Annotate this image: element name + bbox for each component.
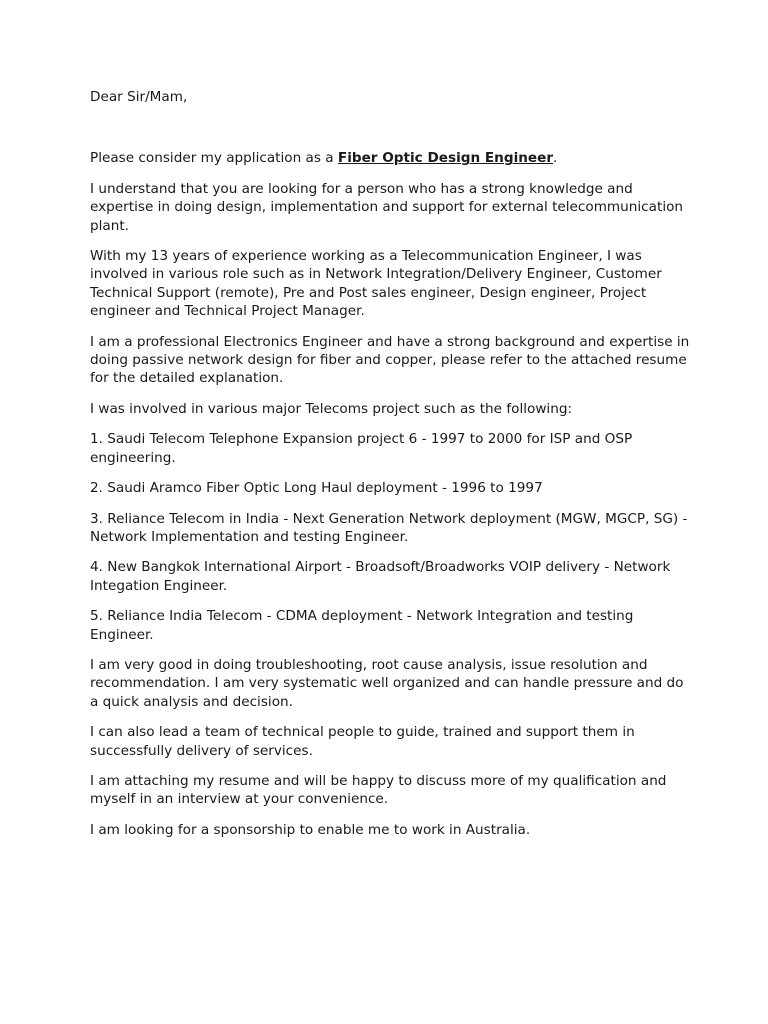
intro-prefix: Please consider my application as a <box>90 150 338 167</box>
salutation: Dear Sir/Mam, <box>90 89 188 105</box>
paragraph-background: I am a professional Electronics Engineer and have a strong background and expertise in doing passive network design for fiber and copper, please refer to the attached resume for the detailed explanation. <box>90 333 690 387</box>
cover-letter <box>90 88 690 851</box>
project-item-2: 2. Saudi Aramco Fiber Optic Long Haul deployment - 1996 to 1997 <box>90 480 543 497</box>
paragraph-skills: I am very good in doing troubleshooting, root cause analysis, issue resolution and recommendation. I am very systematic well organized and can handle pressure and do a quick analysis and decision. <box>90 656 684 710</box>
paragraph-resume: I am attaching my resume and will be happy to discuss more of my qualification and myself in an interview at your convenience. <box>90 772 667 808</box>
paragraph-projects-intro: I was involved in various major Telecoms project such as the following: <box>90 400 573 417</box>
intro-suffix: . <box>553 150 558 167</box>
job-title: Fiber Optic Design Engineer <box>337 150 554 167</box>
paragraph-experience: With my 13 years of experience working as a Telecommunication Engineer, I was involved in various role such as in Network Integration/Delivery Engineer, Customer Technical Support (remote), Pre and Post sales engineer, Design engineer, Project engineer and Technical Project Manager. <box>90 248 662 320</box>
paragraph-sponsorship: I am looking for a sponsorship to enable me to work in Australia. <box>90 821 531 838</box>
intro-paragraph <box>90 149 690 167</box>
project-item-1: 1. Saudi Telecom Telephone Expansion project 6 - 1997 to 2000 for ISP and OSP engineering. <box>90 431 633 466</box>
paragraph-understanding: I understand that you are looking for a person who has a strong knowledge and expertise in doing design, implementation and support for external telecommunication plant. <box>90 180 684 234</box>
paragraph-leadership: I can also lead a team of technical people to guide, trained and support them in successfully delivery of services. <box>90 724 635 759</box>
project-item-5: 5. Reliance India Telecom - CDMA deployment - Network Integration and testing Engineer. <box>90 608 634 643</box>
project-item-4: 4. New Bangkok International Airport - Broadsoft/Broadworks VOIP delivery - Network Integation Engineer. <box>90 559 671 594</box>
project-item-3: 3. Reliance Telecom in India - Next Generation Network deployment (MGW, MGCP, SG) - Network Implementation and testing Engineer. <box>90 510 688 545</box>
